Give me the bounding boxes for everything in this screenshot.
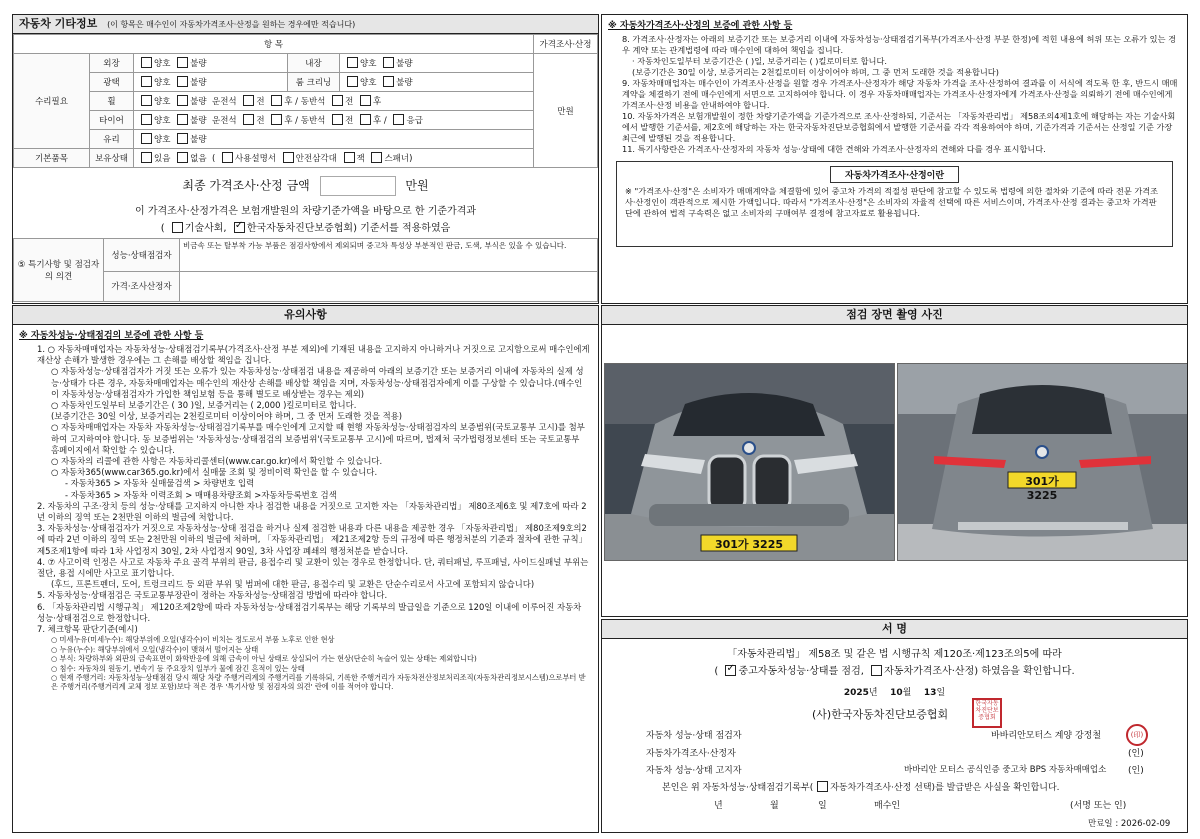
rear-text: 후 (373, 97, 382, 107)
receipt-year: 년 (714, 801, 723, 811)
interior-ok-checkbox[interactable] (347, 57, 358, 68)
month-unit: 월 (902, 688, 912, 698)
criteria-item: ○ 누유(누수): 해당부위에서 오일(냉각수)이 맺혀서 떨어지는 상태 (51, 644, 259, 654)
note-item: ○ 자동차매매업자는 자동차 자동차성능·상태점검기록부를 매수인에게 고지할 때 현행 자동차성능·상태점검자의 보증범위(국토교통부 고시)를 첨부하여 고지하여야 합니다. 동 보증범위는 '자동차성능·상태점검의 보증범위'(국토교통부 고시)에 따르며, 법제처 국가법령정보센터 또는 국토교통부 홈페이지에서 확인할 수 있습니다. (51, 422, 585, 455)
sign-org: (사)한국자동차진단보증협회 (812, 708, 949, 721)
signature-header: 서 명 (602, 620, 1187, 639)
glass-ok-checkbox[interactable] (141, 133, 152, 144)
basis-opt1-checkbox[interactable] (172, 222, 183, 233)
exterior-options (134, 54, 288, 73)
note-item: 4. ⑦ 사고이력 인정은 사고로 자동차 주요 골격 부위의 판금, 용접수리 및 교환이 있는 경우로 한정합니다. 단, 쿼터패널, 루프패널, 사이드실패널 부위는 절단, 용접 시에만 사고로 표기합니다. (37, 556, 589, 579)
basis-options: ( 기술사회, ✓ 한국자동차진단보증협회) 기준서를 적용하였음 (13, 219, 598, 234)
criteria-item: ○ 현재 주행거리: 자동차성능·상태점검 당시 해당 차량 주행거리계의 주행거리를 기록하되, 기록한 주행거리가 자동차전산정보처리조직(자동차관리정보시스템)으로부터 받은 주행거리(주행거리계 교체 정보 포함)보다 적은 경우 '특기사항 및 점검자의 의견' 란에 이를 적어야 합니다. (51, 672, 586, 692)
special-notes-label: ⑤ 특기사항 및 점검자의 의견 (14, 239, 104, 302)
note-item: 7. 체크항목 판단기준(예시) (37, 624, 138, 635)
notes-list (13, 344, 598, 692)
glass-bad-checkbox[interactable] (177, 133, 188, 144)
etc-table (13, 34, 598, 168)
sign-date (602, 685, 1187, 698)
bad-text: 불량 (190, 59, 207, 69)
sign-year: 2025 (843, 688, 869, 698)
sign-opt1-checkbox[interactable] (725, 665, 736, 676)
sign-row-label: 자동차 성능·상태 고지자 (646, 766, 742, 776)
front-car-photo (604, 363, 895, 561)
room-bad-checkbox[interactable] (383, 76, 394, 87)
bad-text: 불량 (190, 97, 207, 107)
price-note: 11. 특기사항란은 가격조사·산정자의 자동차 성능·상태에 대한 견해와 가격조사·산정자의 견해와 다를 경우 표시합니다. (622, 144, 1046, 154)
criteria-item: ○ 침수: 자동차의 원동기, 변속기 등 주요장치 일부가 물에 잠긴 흔적이 있는 상태 (51, 663, 305, 673)
note-item: ○ 자동차의 리콜에 관한 사항은 자동차리콜센터(www.car.go.kr)에서 확인할 수 있습니다. (51, 456, 383, 467)
emergency-text: 응급 (406, 116, 423, 126)
receipt-checkbox[interactable] (817, 781, 828, 792)
rear-slash-text: 후 / (373, 116, 387, 126)
sign-opt1-text: 중고자동차성능·상태를 점검, (738, 666, 864, 677)
note-item: (후드, 프론트펜더, 도어, 트렁크리드 등 외판 부위 및 범퍼에 대한 판금, 용접수리 및 교환은 단순수리로서 사고에 포함되지 않습니다) (51, 579, 535, 590)
vehicle-etc-info-panel (12, 14, 599, 304)
have-checkbox[interactable] (141, 152, 152, 163)
day-unit: 일 (936, 688, 946, 698)
bad-text: 불량 (396, 78, 413, 88)
front-text: 전 (256, 116, 265, 126)
notes-header: 유의사항 (13, 306, 598, 325)
interior-label: 내장 (288, 54, 340, 73)
note-item: ○ 자동차인도일부터 보증기간은 ( 30 )일, 보증거리는 ( 2,000 )킬로미터로 합니다. (51, 400, 357, 411)
spanner-text: 스패너 (384, 154, 410, 164)
tire-rear-checkbox[interactable] (271, 114, 282, 125)
ok-text: 양호 (154, 116, 171, 126)
etc-title-note: (이 항목은 매수인이 자동차가격조사·산정을 원하는 경우에만 적습니다) (107, 20, 356, 29)
wheel-options (134, 92, 534, 111)
bad-text: 불량 (190, 116, 207, 126)
glass-options (134, 130, 534, 149)
ok-text: 양호 (154, 135, 171, 145)
rear-plate-text: 301가 3225 (1025, 475, 1059, 502)
gloss-label: 광택 (90, 73, 134, 92)
price-guarantee-title: ※ 자동차가격조사·산정의 보증에 관한 사항 등 (608, 21, 793, 31)
sign-confirm-line: ( ✓중고자동차성능·상태를 점검, 자동차가격조사·산정) 하였음을 확인합니다. (602, 662, 1187, 677)
note-item: 5. 자동차성능·상태점검은 국토교통부장관이 정하는 자동차성능·상태점검 방법에 따라야 합니다. (37, 590, 388, 601)
front-text: 전 (345, 97, 354, 107)
tire-emergency-checkbox[interactable] (393, 114, 404, 125)
final-price-row (13, 176, 598, 196)
exterior-label: 외장 (90, 54, 134, 73)
price-note: · 자동차인도일부터 보증기간은 ( )일, 보증거리는 ( )킬로미터로 합니다. (632, 56, 887, 66)
room-cleaning-options (340, 73, 534, 92)
note-item: (보증기간은 30일 이상, 보증거리는 2천킬로미터 이상이어야 하며, 그 중 먼저 도래한 것을 적용) (51, 411, 403, 422)
receipt-day: 일 (818, 801, 827, 811)
tire-front2-checkbox[interactable] (332, 114, 343, 125)
photos-header: 점검 장면 촬영 사진 (602, 306, 1187, 325)
jack-checkbox[interactable] (344, 152, 355, 163)
price-note: 8. 가격조사·산정자는 아래의 보증기간 또는 보증거리 이내에 자동차성능·상태점검기록부(가격조사·산정 부분 한정)에 적힌 내용에 허위 또는 오류가 있는 경우 계약 또는 관계법령에 따라 매수인에 대하여 책임을 집니다. (622, 34, 1177, 55)
tire-front-checkbox[interactable] (243, 114, 254, 125)
price-guarantee-panel (601, 14, 1188, 304)
note-item: ○ 자동차365(www.car365.go.kr)에서 실매물 조회 및 정비이력 확인을 할 수 있습니다. (51, 467, 378, 478)
sign-row-mark: (인) (1128, 749, 1144, 759)
criteria-item: ○ 부식: 차량하부와 외판의 금속표면이 화학반응에 의해 금속이 아닌 상태로 상실되어 가는 현상(단순히 녹슬어 있는 상태는 제외합니다) (51, 654, 477, 664)
tire-bad-checkbox[interactable] (177, 114, 188, 125)
price-note: (보증기간은 30일 이상, 보증거리는 2천킬로미터 이상이어야 하며, 그 중 먼저 도래한 것을 적용합니다) (632, 67, 999, 77)
buyer-sign: (서명 또는 인) (1070, 801, 1127, 811)
front-text: 전 (256, 97, 265, 107)
receipt-post: 자동차가격조사·산정 선택)를 발급받은 사실을 확인합니다. (830, 783, 1060, 793)
ok-text: 양호 (154, 59, 171, 69)
col-item-header: 항 목 (14, 35, 534, 54)
sign-month: 10 (890, 688, 903, 698)
triangle-checkbox[interactable] (283, 152, 294, 163)
rear-car-image (898, 364, 1187, 560)
sign-row-mark: (인) (1128, 766, 1144, 776)
note-item: - 자동차365 > 자동차 이력조회 > 매매용차량조회 >자동차등록번호 검색 (65, 489, 337, 500)
none-text: 없음 (190, 154, 207, 164)
notes-panel (12, 305, 599, 833)
wheel-label: 휠 (90, 92, 134, 111)
basis-opt1-text: 기술사회, (184, 223, 227, 234)
sign-row-value: 바바리안모터스 계양 강정철 (991, 731, 1102, 741)
expiry-date: 만료일 : 2026-02-09 (1088, 819, 1171, 829)
price-inspector-opinion (180, 271, 598, 301)
criteria-list (37, 635, 590, 691)
notes-subtitle: ※ 자동차성능·상태점검의 보증에 관한 사항 등 (19, 331, 204, 341)
repair-label: 수리필요 (14, 54, 90, 149)
basis-line: 이 가격조사·산정가격은 보험개발원의 차량기준가액을 바탕으로 한 기준가격과 (134, 206, 477, 217)
buyer-label: 매수인 (874, 801, 901, 811)
price-unit-cell: 만원 (534, 54, 598, 168)
perf-inspector-opinion: 비금속 또는 탈부착 가능 부품은 점검사항에서 제외되며 중고차 특성상 부분적인 판금, 도색, 부식은 있을 수 있습니다. (180, 239, 598, 272)
interior-options (340, 54, 534, 73)
note-item: - 자동차365 > 자동차 실매물검색 > 차량번호 입력 (65, 478, 255, 489)
price-note: 9. 자동차매매업자는 매수인이 가격조사·산정을 원할 경우 가격조사·산정자가 해당 자동차 가격을 조사·산정하여 결과를 이 서식에 적도록 한 후, 반드시 매매계약을 체결하기 전에 매수인에게 서면으로 고지하여야 합니다. 이 경우 자동차매매업자는 가격조사·산정자에게 가격조사·산정을 의뢰하기 전에 매수인에게 가격조사·산정 비용을 안내하여야 합니다. (622, 78, 1178, 110)
inspector-seal: (印) (1126, 724, 1148, 746)
final-price-input[interactable] (320, 176, 396, 196)
bad-text: 불량 (190, 78, 207, 88)
front-text: 전 (345, 116, 354, 126)
year-unit: 년 (868, 688, 878, 698)
sign-opt2-text: 자동차가격조사·산정) 하였음을 확인합니다. (884, 666, 1075, 677)
gloss-ok-checkbox[interactable] (141, 76, 152, 87)
wheel-ok-checkbox[interactable] (141, 95, 152, 106)
rear-passenger-text: 후 / 동반석 (284, 97, 326, 107)
wheel-front-checkbox[interactable] (243, 95, 254, 106)
possession-label: 보유상태 (90, 149, 134, 168)
triangle-text: 안전삼각대 (295, 154, 337, 164)
ok-text: 양호 (154, 78, 171, 88)
sign-legal-line: 「자동차관리법」 제58조 및 같은 법 시행규칙 제120조·제123조의5에 따라 (727, 649, 1062, 660)
etc-header (13, 15, 598, 34)
receipt-month: 월 (770, 801, 779, 811)
room-cleaning-label: 룸 크리닝 (288, 73, 340, 92)
tire-options (134, 111, 534, 130)
wheel-rear2-checkbox[interactable] (360, 95, 371, 106)
front-car-image (605, 364, 894, 560)
price-note: 10. 자동차가격은 보험개발원이 정한 차량기준가액을 기준가격으로 조사·산정하되, 기준서는 「자동차관리법」 제58조의4제1호에 해당하는 자는 기술사회에서 발행한 기준서를, 제2호에 해당하는 자는 한국자동차진단보증협회에서 발행한 기준서를 각각 적용하여야 하며, 기준가격과 기준서는 산정일 기준 가장 최근에 발행된 것을 적용합니다. (622, 111, 1176, 143)
sign-day: 13 (923, 688, 937, 698)
note-item: 3. 자동차성능·상태점검자가 거짓으로 자동차성능·상태 점검을 하거나 실제 점검한 내용과 다른 내용을 제공한 경우 「자동차관리법」 제80조제9호의2에 따라 2년 이하의 징역 또는 2천만원 이하의 벌금에 처하며, 「자동차관리법」 제21조제2항 등의 규정에 따른 행정처분의 기준과 절차에 관한 규칙」 제5조제1항에 따라 1차 사업정지 30일, 2차 사업정지 90일, 3차 사업장 폐쇄의 행정처분을 받습니다. (37, 523, 587, 556)
exterior-bad-checkbox[interactable] (177, 57, 188, 68)
wheel-front2-checkbox[interactable] (332, 95, 343, 106)
bad-text: 불량 (396, 59, 413, 69)
gloss-bad-checkbox[interactable] (177, 76, 188, 87)
sign-row-label: 자동차 성능·상태 점검자 (646, 731, 742, 741)
note-item: 2. 자동차의 구조·장치 등의 성능·상태를 고지하지 아니한 자나 점검한 내용을 거짓으로 고지한 자는 「자동차관리법」 제80조제6호 및 제7호에 따라 2년 이하의 징역 또는 2천만원 이하의 벌금에 처합니다. (37, 500, 587, 523)
driver-seat-text: 운전석 (211, 116, 237, 126)
tire-label: 타이어 (90, 111, 134, 130)
etc-title: 자동차 기타정보 (19, 17, 98, 30)
tire-ok-checkbox[interactable] (141, 114, 152, 125)
tire-rear2-checkbox[interactable] (360, 114, 371, 125)
org-seal-stamp: 한국자동차진단보증협회 (972, 698, 1002, 728)
rear-passenger-text: 후 / 동반석 (284, 116, 326, 126)
spanner-checkbox[interactable] (371, 152, 382, 163)
room-ok-checkbox[interactable] (347, 76, 358, 87)
basic-items-label: 기본품목 (14, 149, 90, 168)
ok-text: 양호 (154, 97, 171, 107)
price-definition-title: 자동차가격조사·산정이란 (830, 166, 959, 183)
manual-text: 사용설명서 (235, 154, 277, 164)
ok-text: 양호 (360, 78, 377, 88)
price-definition-title-wrap (617, 166, 1172, 183)
wheel-rear-checkbox[interactable] (271, 95, 282, 106)
sign-row-label: 자동차가격조사·산정자 (646, 749, 736, 759)
front-plate-text: 301가 3225 (714, 538, 784, 551)
possession-options: 있음 없음 ( 사용설명서 안전삼각대 잭 스패너) (134, 149, 534, 168)
exterior-ok-checkbox[interactable] (141, 57, 152, 68)
col-price-header: 가격조사·산정 (534, 35, 598, 54)
basis-opt2-checkbox[interactable] (234, 222, 245, 233)
final-price-label: 최종 가격조사·산정 금액 (182, 178, 310, 193)
special-notes-table (13, 238, 598, 302)
note-item: 6. 「자동차관리법 시행규칙」 제120조제2항에 따라 자동차성능·상태점검기록부는 해당 기록부의 발급일을 기준으로 120일 이내에 이루어진 자동차 성능·상태점검으로 한정합니다. (37, 601, 582, 623)
sign-opt2-checkbox[interactable] (871, 665, 882, 676)
receipt-pre: 본인은 위 자동차성능·상태점검기록부( (662, 783, 814, 793)
jack-text: 잭 (356, 154, 365, 164)
gloss-options (134, 73, 288, 92)
glass-label: 유리 (90, 130, 134, 149)
ok-text: 양호 (360, 59, 377, 69)
photos-panel (601, 305, 1188, 617)
rear-car-photo (897, 363, 1188, 561)
price-definition-box (616, 161, 1173, 247)
wheel-bad-checkbox[interactable] (177, 95, 188, 106)
basis-opt2-text: 한국자동차진단보증협회 (246, 223, 354, 234)
price-definition-text: ※ "가격조사·산정"은 소비자가 매매계약을 체결함에 있어 중고차 가격의 적절성 판단에 참고할 수 있도록 법령에 의한 절차와 기준에 따라 전문 가격조사·산정인이 객관적으로 제시한 가액입니다. 따라서 "가격조사·산정"은 소비자의 자율적 선택에 따른 서비스이며, 가격조사·산정 결과는 중고차 가격판단에 관하여 법적 구속력은 없고 소비자의 구매여부 결정에 참고자료로 활용됩니다. (625, 186, 1159, 218)
have-text: 있음 (154, 154, 171, 164)
bad-text: 불량 (190, 135, 207, 145)
note-item: 1. ○ 자동차매매업자는 자동차성능·상태점검기록부(가격조사·산정 부분 제외)에 기재된 내용을 고지하지 아니하거나 거짓으로 고지함으로써 매수인에게 재산상 손해가 발생한 경우에는 그 손해를 배상할 책임을 집니다. (37, 344, 590, 366)
receipt-line (662, 780, 1060, 793)
price-inspector-label: 가격·조사산정자 (104, 271, 180, 301)
price-notes-list (602, 34, 1187, 155)
perf-inspector-label: 성능·상태점검자 (104, 239, 180, 272)
none-checkbox[interactable] (177, 152, 188, 163)
note-item: ○ 자동차성능·상태점검자가 거짓 또는 오류가 있는 자동차성능·상태점검 내용을 제공하여 아래의 보증기간 또는 보증거리 이내에 자동차의 실제 성능·상태가 다른 경우, 자동차매매업자는 매수인의 재산상 손해를 배상할 책임을 지며, 자동차성능·상태점검자에게 이를 구상할 수 있습니다.(매수인이 자동차성능·상태점검자가 가입한 책임보험 등을 통해 별도로 배상받는 경우는 제외) (51, 366, 584, 399)
interior-bad-checkbox[interactable] (383, 57, 394, 68)
final-price-unit: 만원 (405, 178, 429, 193)
signature-panel (601, 619, 1188, 833)
sign-row-value: 바바리안 모터스 공식인증 중고차 BPS 자동차매매업소 (904, 765, 1107, 775)
driver-seat-text: 운전석 (211, 97, 237, 107)
manual-checkbox[interactable] (222, 152, 233, 163)
basis-tail-text: ) 기준서를 적용하였음 (353, 223, 451, 234)
criteria-item: ○ 미세누유(미세누수): 해당부위에 오일(냉각수)이 비치는 정도로서 부품 노후로 인한 현상 (51, 635, 335, 645)
